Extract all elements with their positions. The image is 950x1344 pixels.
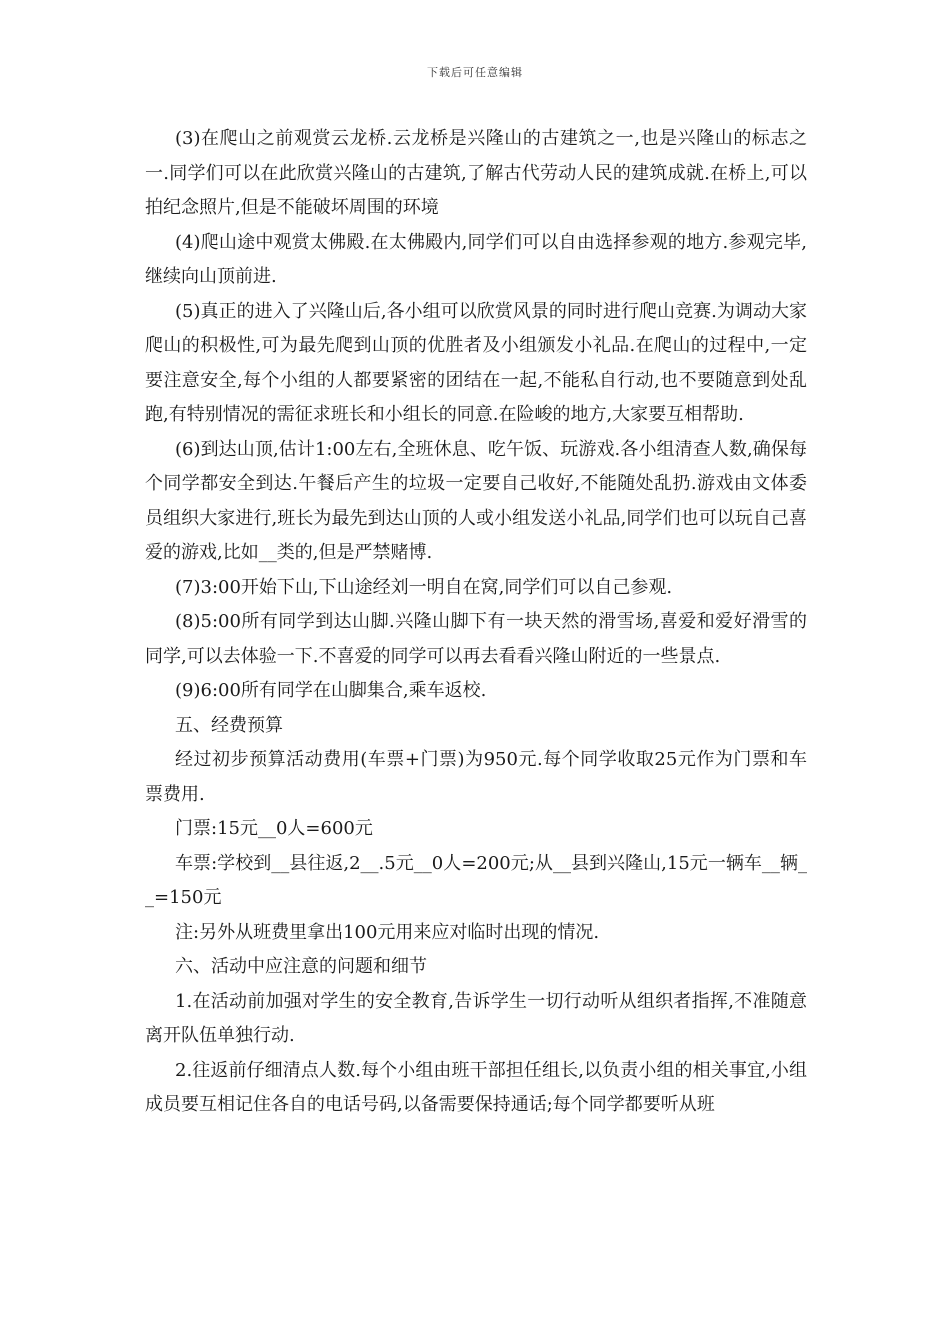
paragraph-step-5: (5)真正的进入了兴隆山后,各小组可以欣赏风景的同时进行爬山竞赛.为调动大家爬山的积极性,可为最先爬到山顶的优胜者及小组颁发小礼品.在爬山的过程中,一定要注意安全,每个小组的人都要紧密的团结在一起,不能私自行动,也不要随意到处乱跑,有特别情况的需征求班长和小组长的同意.在险峻的地方,大家要互相帮助. [145, 300, 807, 425]
paragraph-precaution-1: 1.在活动前加强对学生的安全教育,告诉学生一切行动听从组织者指挥,不准随意离开队伍单独行动. [145, 990, 807, 1046]
paragraph-precaution-2: 2.往返前仔细清点人数.每个小组由班干部担任组长,以负责小组的相关事宜,小组成员要互相记住各自的电话号码,以备需要保持通话;每个同学都要听从班 [145, 1059, 807, 1115]
section-heading-budget: 五、经费预算 [175, 714, 283, 736]
paragraph-budget-summary: 经过初步预算活动费用(车票+门票)为950元.每个同学收取25元作为门票和车票费用. [145, 749, 807, 805]
paragraph-step-3: (3)在爬山之前观赏云龙桥.云龙桥是兴隆山的古建筑之一,也是兴隆山的标志之一.同学们可以在此欣赏兴隆山的古建筑,了解古代劳动人民的建筑成就.在桥上,可以拍纪念照片,但是不能破坏周围的环境 [145, 128, 807, 218]
paragraph-step-8: (8)5:00所有同学到达山脚.兴隆山脚下有一块天然的滑雪场,喜爱和爱好滑雪的同学,可以去体验一下.不喜爱的同学可以再去看看兴隆山附近的一些景点. [145, 611, 807, 667]
paragraph-step-4: (4)爬山途中观赏太佛殿.在太佛殿内,同学们可以自由选择参观的地方.参观完毕,继续向山顶前进. [145, 231, 807, 287]
paragraph-bus-cost: 车票:学校到__县往返,2__.5元__0人=200元;从__县到兴隆山,15元一辆车__辆__=150元 [145, 852, 807, 908]
page-header-note: 下载后可任意编辑 [427, 66, 523, 79]
paragraph-step-6: (6)到达山顶,估计1:00左右,全班休息、吃午饭、玩游戏.各小组清查人数,确保每个同学都安全到达.午餐后产生的垃圾一定要自己收好,不能随处乱扔.游戏由文体委员组织大家进行,班长为最先到达山顶的人或小组发送小礼品,同学们也可以玩自己喜爱的游戏,比如__类的,但是严禁赌博. [145, 438, 807, 563]
paragraph-ticket-cost: 门票:15元__0人=600元 [175, 818, 373, 839]
paragraph-step-7: (7)3:00开始下山,下山途经刘一明自在窝,同学们可以自己参观. [175, 576, 673, 598]
document-body [145, 122, 807, 1123]
paragraph-step-9: (9)6:00所有同学在山脚集合,乘车返校. [175, 680, 487, 701]
paragraph-budget-note: 注:另外从班费里拿出100元用来应对临时出现的情况. [175, 921, 600, 943]
section-heading-precautions: 六、活动中应注意的问题和细节 [175, 956, 427, 977]
